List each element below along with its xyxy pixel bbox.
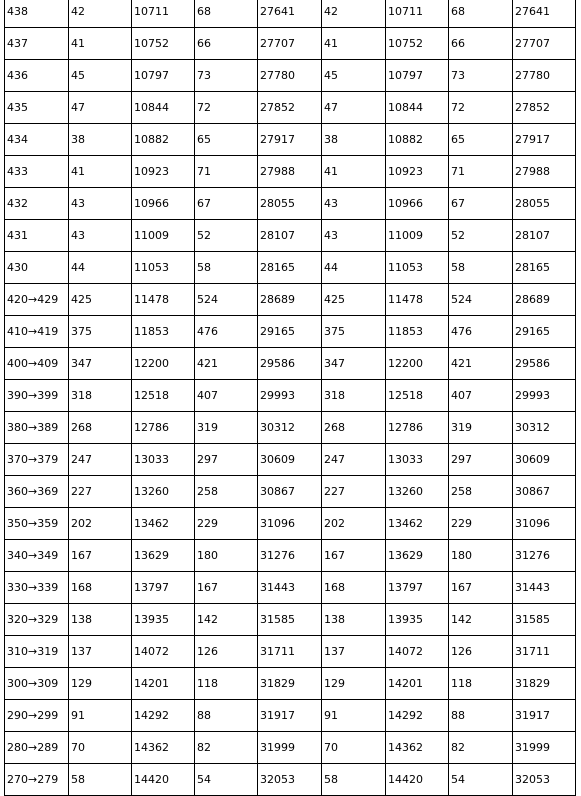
table-cell: 72	[195, 92, 258, 124]
table-cell: 319	[195, 412, 258, 444]
table-cell: 167	[449, 572, 513, 604]
table-cell: 10882	[386, 124, 449, 156]
table-cell: 430	[5, 252, 69, 284]
table-cell: 70	[322, 732, 386, 764]
table-cell: 41	[69, 156, 132, 188]
table-cell: 168	[69, 572, 132, 604]
table-cell: 43	[69, 188, 132, 220]
table-cell: 31999	[513, 732, 576, 764]
table-cell: 29586	[513, 348, 576, 380]
table-cell: 14420	[132, 764, 195, 796]
table-cell: 82	[449, 732, 513, 764]
table-cell: 13462	[386, 508, 449, 540]
table-cell: 167	[195, 572, 258, 604]
table-row	[5, 508, 576, 540]
table-cell: 280→289	[5, 732, 69, 764]
table-row	[5, 348, 576, 380]
table-cell: 54	[195, 764, 258, 796]
table-cell: 12518	[386, 380, 449, 412]
table-cell: 45	[69, 60, 132, 92]
table-cell: 27852	[513, 92, 576, 124]
table-cell: 14292	[132, 700, 195, 732]
table-cell: 44	[322, 252, 386, 284]
table-cell: 270→279	[5, 764, 69, 796]
table-cell: 38	[69, 124, 132, 156]
table-cell: 167	[322, 540, 386, 572]
table-cell: 41	[322, 28, 386, 60]
table-cell: 66	[449, 28, 513, 60]
table-cell: 340→349	[5, 540, 69, 572]
table-row	[5, 476, 576, 508]
table-cell: 14201	[386, 668, 449, 700]
table-cell: 10711	[132, 0, 195, 28]
table-row	[5, 412, 576, 444]
table-cell: 91	[322, 700, 386, 732]
table-cell: 30312	[258, 412, 322, 444]
table-cell: 14292	[386, 700, 449, 732]
table-cell: 375	[322, 316, 386, 348]
table-row	[5, 604, 576, 636]
table-cell: 58	[449, 252, 513, 284]
table-cell: 410→419	[5, 316, 69, 348]
table-row	[5, 156, 576, 188]
table-cell: 10882	[132, 124, 195, 156]
table-cell: 433	[5, 156, 69, 188]
table-row	[5, 124, 576, 156]
table-cell: 91	[69, 700, 132, 732]
table-cell: 28165	[258, 252, 322, 284]
table-cell: 138	[69, 604, 132, 636]
table-cell: 54	[449, 764, 513, 796]
table-cell: 10752	[132, 28, 195, 60]
table-cell: 421	[195, 348, 258, 380]
table-cell: 10966	[132, 188, 195, 220]
table-cell: 28689	[258, 284, 322, 316]
table-cell: 71	[449, 156, 513, 188]
table-cell: 29993	[513, 380, 576, 412]
table-cell: 44	[69, 252, 132, 284]
table-cell: 10752	[386, 28, 449, 60]
table-cell: 30609	[513, 444, 576, 476]
table-cell: 11053	[386, 252, 449, 284]
table-cell: 30609	[258, 444, 322, 476]
table-cell: 11053	[132, 252, 195, 284]
table-cell: 31711	[258, 636, 322, 668]
table-cell: 68	[195, 0, 258, 28]
table-cell: 82	[195, 732, 258, 764]
table-cell: 30867	[258, 476, 322, 508]
table-cell: 28107	[258, 220, 322, 252]
table-cell: 30312	[513, 412, 576, 444]
table-cell: 32053	[513, 764, 576, 796]
table-cell: 297	[449, 444, 513, 476]
table-cell: 27917	[513, 124, 576, 156]
score-table-container	[4, 0, 576, 796]
table-cell: 31276	[513, 540, 576, 572]
table-cell: 13462	[132, 508, 195, 540]
table-cell: 31585	[513, 604, 576, 636]
table-cell: 27707	[258, 28, 322, 60]
table-cell: 11478	[386, 284, 449, 316]
table-cell: 268	[322, 412, 386, 444]
table-cell: 14072	[386, 636, 449, 668]
table-cell: 71	[195, 156, 258, 188]
table-cell: 14072	[132, 636, 195, 668]
table-cell: 12786	[386, 412, 449, 444]
table-row	[5, 60, 576, 92]
table-cell: 438	[5, 0, 69, 28]
table-cell: 319	[449, 412, 513, 444]
table-cell: 42	[69, 0, 132, 28]
table-row	[5, 668, 576, 700]
table-row	[5, 444, 576, 476]
table-cell: 229	[449, 508, 513, 540]
table-cell: 31443	[513, 572, 576, 604]
table-cell: 47	[69, 92, 132, 124]
table-cell: 27707	[513, 28, 576, 60]
table-cell: 10923	[386, 156, 449, 188]
table-cell: 14362	[132, 732, 195, 764]
table-cell: 52	[195, 220, 258, 252]
table-cell: 13033	[386, 444, 449, 476]
table-cell: 29993	[258, 380, 322, 412]
table-cell: 476	[195, 316, 258, 348]
table-cell: 13260	[132, 476, 195, 508]
table-cell: 27917	[258, 124, 322, 156]
table-cell: 10844	[386, 92, 449, 124]
table-cell: 13033	[132, 444, 195, 476]
table-cell: 29165	[258, 316, 322, 348]
table-cell: 58	[195, 252, 258, 284]
table-cell: 168	[322, 572, 386, 604]
table-cell: 43	[69, 220, 132, 252]
table-cell: 43	[322, 188, 386, 220]
table-cell: 129	[322, 668, 386, 700]
table-cell: 67	[449, 188, 513, 220]
table-cell: 65	[449, 124, 513, 156]
table-cell: 27852	[258, 92, 322, 124]
table-cell: 258	[449, 476, 513, 508]
table-row	[5, 636, 576, 668]
table-cell: 38	[322, 124, 386, 156]
table-cell: 31443	[258, 572, 322, 604]
table-row	[5, 572, 576, 604]
table-cell: 30867	[513, 476, 576, 508]
table-cell: 27988	[513, 156, 576, 188]
table-cell: 407	[449, 380, 513, 412]
table-row	[5, 252, 576, 284]
table-cell: 31096	[513, 508, 576, 540]
table-cell: 421	[449, 348, 513, 380]
table-cell: 11009	[132, 220, 195, 252]
table-cell: 28107	[513, 220, 576, 252]
table-cell: 45	[322, 60, 386, 92]
table-cell: 10844	[132, 92, 195, 124]
table-row	[5, 732, 576, 764]
table-cell: 420→429	[5, 284, 69, 316]
table-cell: 524	[449, 284, 513, 316]
table-cell: 58	[322, 764, 386, 796]
table-cell: 431	[5, 220, 69, 252]
table-cell: 28689	[513, 284, 576, 316]
table-cell: 126	[195, 636, 258, 668]
table-cell: 370→379	[5, 444, 69, 476]
table-cell: 31829	[258, 668, 322, 700]
table-cell: 10797	[132, 60, 195, 92]
table-cell: 13797	[386, 572, 449, 604]
table-row	[5, 764, 576, 796]
table-cell: 138	[322, 604, 386, 636]
table-cell: 407	[195, 380, 258, 412]
table-cell: 137	[322, 636, 386, 668]
table-cell: 118	[449, 668, 513, 700]
table-cell: 330→339	[5, 572, 69, 604]
table-cell: 12200	[386, 348, 449, 380]
table-body	[5, 0, 576, 796]
table-cell: 290→299	[5, 700, 69, 732]
table-cell: 31917	[258, 700, 322, 732]
table-cell: 310→319	[5, 636, 69, 668]
table-cell: 247	[322, 444, 386, 476]
table-cell: 31917	[513, 700, 576, 732]
table-cell: 72	[449, 92, 513, 124]
table-cell: 437	[5, 28, 69, 60]
table-cell: 67	[195, 188, 258, 220]
table-cell: 88	[195, 700, 258, 732]
table-cell: 13260	[386, 476, 449, 508]
table-cell: 52	[449, 220, 513, 252]
table-cell: 300→309	[5, 668, 69, 700]
table-cell: 42	[322, 0, 386, 28]
table-cell: 41	[322, 156, 386, 188]
table-cell: 400→409	[5, 348, 69, 380]
table-cell: 320→329	[5, 604, 69, 636]
table-cell: 142	[449, 604, 513, 636]
table-cell: 202	[322, 508, 386, 540]
table-cell: 432	[5, 188, 69, 220]
table-cell: 167	[69, 540, 132, 572]
table-cell: 73	[449, 60, 513, 92]
table-cell: 10797	[386, 60, 449, 92]
table-cell: 13629	[386, 540, 449, 572]
table-cell: 27641	[513, 0, 576, 28]
table-cell: 43	[322, 220, 386, 252]
table-row	[5, 0, 576, 28]
table-cell: 202	[69, 508, 132, 540]
table-cell: 227	[69, 476, 132, 508]
table-cell: 13935	[386, 604, 449, 636]
table-cell: 247	[69, 444, 132, 476]
table-cell: 227	[322, 476, 386, 508]
table-cell: 297	[195, 444, 258, 476]
table-cell: 68	[449, 0, 513, 28]
table-cell: 14420	[386, 764, 449, 796]
table-cell: 73	[195, 60, 258, 92]
table-cell: 13797	[132, 572, 195, 604]
table-cell: 70	[69, 732, 132, 764]
table-cell: 436	[5, 60, 69, 92]
table-row	[5, 284, 576, 316]
table-cell: 180	[195, 540, 258, 572]
table-cell: 12200	[132, 348, 195, 380]
table-cell: 12518	[132, 380, 195, 412]
table-cell: 318	[69, 380, 132, 412]
table-cell: 31999	[258, 732, 322, 764]
table-cell: 65	[195, 124, 258, 156]
table-cell: 28165	[513, 252, 576, 284]
table-cell: 31585	[258, 604, 322, 636]
table-cell: 58	[69, 764, 132, 796]
table-cell: 229	[195, 508, 258, 540]
table-cell: 10966	[386, 188, 449, 220]
table-row	[5, 380, 576, 412]
table-cell: 32053	[258, 764, 322, 796]
table-row	[5, 540, 576, 572]
table-cell: 142	[195, 604, 258, 636]
table-cell: 180	[449, 540, 513, 572]
table-cell: 31276	[258, 540, 322, 572]
table-cell: 28055	[513, 188, 576, 220]
table-cell: 425	[69, 284, 132, 316]
table-cell: 425	[322, 284, 386, 316]
table-row	[5, 316, 576, 348]
table-cell: 350→359	[5, 508, 69, 540]
table-cell: 27641	[258, 0, 322, 28]
table-cell: 11009	[386, 220, 449, 252]
score-distribution-table	[4, 0, 576, 796]
table-cell: 375	[69, 316, 132, 348]
table-cell: 13629	[132, 540, 195, 572]
table-cell: 380→389	[5, 412, 69, 444]
table-cell: 27780	[513, 60, 576, 92]
table-cell: 13935	[132, 604, 195, 636]
table-cell: 10923	[132, 156, 195, 188]
table-cell: 31096	[258, 508, 322, 540]
table-cell: 268	[69, 412, 132, 444]
table-cell: 31829	[513, 668, 576, 700]
table-cell: 11478	[132, 284, 195, 316]
table-cell: 29165	[513, 316, 576, 348]
table-cell: 27988	[258, 156, 322, 188]
table-cell: 47	[322, 92, 386, 124]
table-row	[5, 92, 576, 124]
table-cell: 434	[5, 124, 69, 156]
table-cell: 137	[69, 636, 132, 668]
table-row	[5, 188, 576, 220]
table-cell: 29586	[258, 348, 322, 380]
table-cell: 258	[195, 476, 258, 508]
table-row	[5, 28, 576, 60]
table-cell: 11853	[386, 316, 449, 348]
table-cell: 27780	[258, 60, 322, 92]
table-cell: 390→399	[5, 380, 69, 412]
table-cell: 14201	[132, 668, 195, 700]
table-cell: 14362	[386, 732, 449, 764]
table-cell: 66	[195, 28, 258, 60]
table-row	[5, 700, 576, 732]
table-cell: 11853	[132, 316, 195, 348]
table-cell: 524	[195, 284, 258, 316]
table-cell: 347	[69, 348, 132, 380]
table-cell: 318	[322, 380, 386, 412]
table-cell: 88	[449, 700, 513, 732]
table-cell: 12786	[132, 412, 195, 444]
table-cell: 31711	[513, 636, 576, 668]
table-cell: 476	[449, 316, 513, 348]
table-cell: 41	[69, 28, 132, 60]
table-cell: 360→369	[5, 476, 69, 508]
table-cell: 118	[195, 668, 258, 700]
table-cell: 129	[69, 668, 132, 700]
table-cell: 126	[449, 636, 513, 668]
table-row	[5, 220, 576, 252]
table-cell: 28055	[258, 188, 322, 220]
table-cell: 435	[5, 92, 69, 124]
table-cell: 347	[322, 348, 386, 380]
table-cell: 10711	[386, 0, 449, 28]
